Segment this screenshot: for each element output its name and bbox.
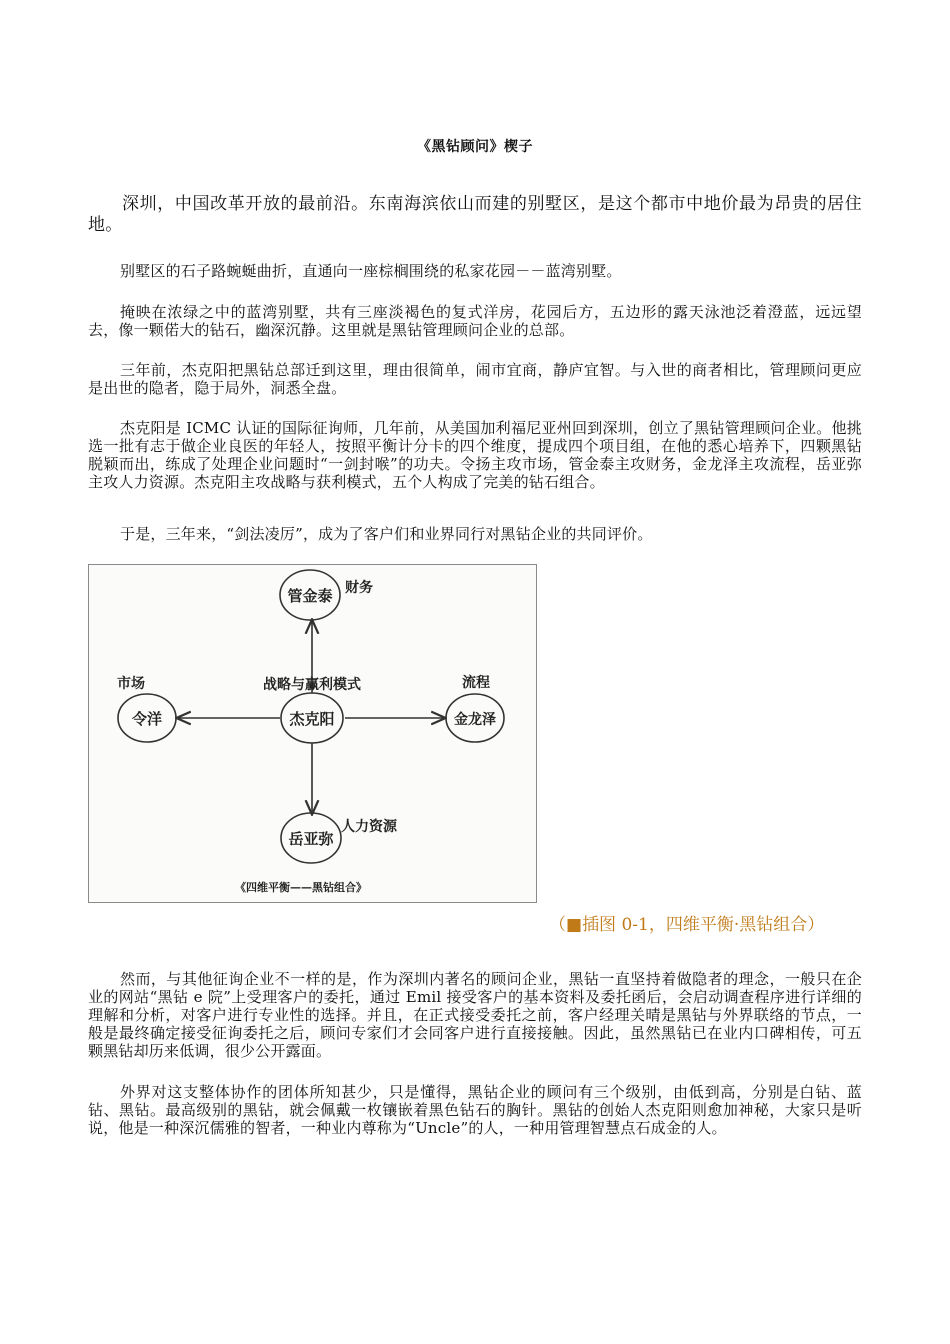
paragraph-1: 深圳，中国改革开放的最前沿。东南海滨依山而建的别墅区，是这个都市中地价最为昂贵的居住地。 [88,194,862,235]
node-top-role: 财务 [345,580,373,596]
node-left-name: 令洋 [131,710,163,728]
node-right-name: 金龙泽 [454,712,496,728]
figure-caption [549,910,824,935]
document-title: 《黑钻顾问》楔子 [417,139,533,155]
paragraph-7: 然而，与其他征询企业不一样的是，作为深圳内著名的顾问企业，黑钻一直坚持着做隐者的理念，一般只在企业的网站“黑钻 e 院”上受理客户的委托，通过 Emil 接受客户的基本资料及委托函后，会启动调查程序进行详细的理解和分析，对客户进行专业性的选择。并且，在正式接受委托之前，客户经理关晴是黑钻与外界联络的节点，一般是最终确定接受征询委托之后，顾问专家们才会同客户进行直接接触。因此，虽然黑钻已在业内口碑相传，可五颗黑钻却历来低调，很少公开露面。 [88,970,862,1060]
node-center-role: 战略与赢利模式 [263,677,361,693]
four-dimension-diagram [88,564,537,903]
paragraph-2: 别墅区的石子路蜿蜒曲折，直通向一座棕榈围绕的私家花园－－蓝湾别墅。 [120,262,622,280]
paragraph-8: 外界对这支整体协作的团体所知甚少，只是懂得，黑钻企业的顾问有三个级别，由低到高，分别是白钻、蓝钻、黑钻。最高级别的黑钻，就会佩戴一枚镶嵌着黑色钻石的胸针。黑钻的创始人杰克阳则愈加神秘，大家只是听说，他是一种深沉儒雅的智者，一种业内尊称为“Uncle”的人，一种用管理智慧点石成金的人。 [88,1083,862,1137]
paragraph-6: 于是，三年来，“剑法凌厉”，成为了客户们和业界同行对黑钻企业的共同评价。 [120,525,653,543]
node-top-name: 管金泰 [287,587,333,605]
node-center-name: 杰克阳 [289,710,335,728]
caption-close-paren: ） [807,915,825,935]
paragraph-4: 三年前，杰克阳把黑钻总部迁到这里，理由很简单，闹市宜商，静庐宜智。与入世的商者相比，管理顾问更应是出世的隐者，隐于局外，洞悉全盘。 [88,361,862,397]
caption-square-marker: ■ [566,915,583,935]
node-right-role: 流程 [462,675,490,691]
diagram-canvas [89,565,538,904]
node-bottom-name: 岳亚弥 [288,830,334,848]
caption-text: 插图 0-1，四维平衡·黑钻组合 [582,915,808,935]
diagram-inner-caption: 《四维平衡——黑钻组合》 [235,881,367,894]
caption-open-paren: （ [549,915,566,935]
paragraph-3: 掩映在浓绿之中的蓝湾别墅，共有三座淡褐色的复式洋房，花园后方，五边形的露天泳池泛着澄蓝，远远望去，像一颗偌大的钻石，幽深沉静。这里就是黑钻管理顾问企业的总部。 [88,303,862,339]
node-left-role: 市场 [117,676,145,692]
paragraph-5: 杰克阳是 ICMC 认证的国际征询师，几年前，从美国加利福尼亚州回到深圳，创立了黑钻管理顾问企业。他挑选一批有志于做企业良医的年轻人，按照平衡计分卡的四个维度，提成四个项目组，在他的悉心培养下，四颗黑钻脱颖而出，练成了处理企业问题时“一剑封喉”的功夫。令扬主攻市场，管金泰主攻财务，金龙泽主攻流程，岳亚弥主攻人力资源。杰克阳主攻战略与获利模式，五个人构成了完美的钻石组合。 [88,419,862,491]
node-bottom-role: 人力资源 [341,819,397,835]
